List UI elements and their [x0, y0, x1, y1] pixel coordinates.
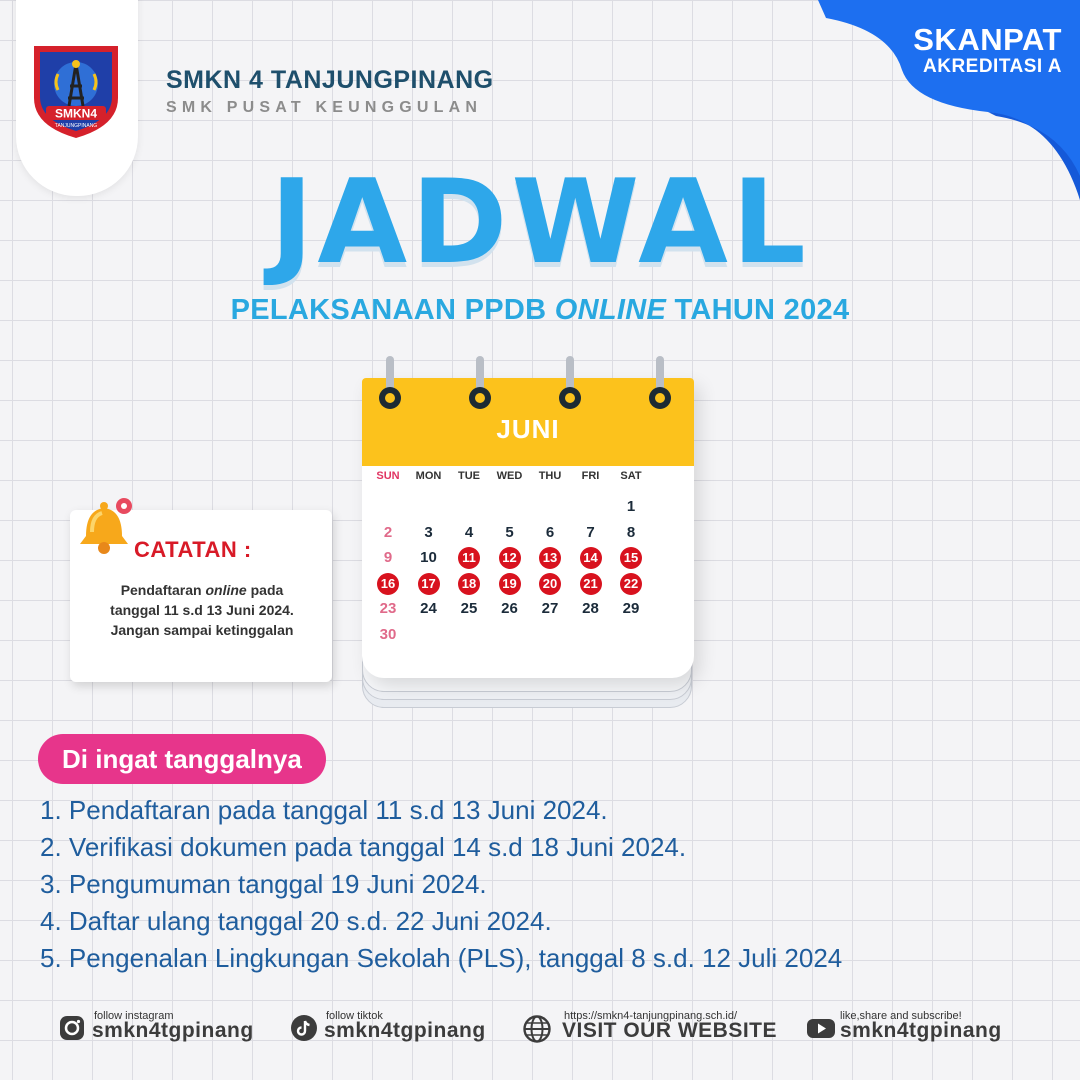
calendar-day-highlighted: 22 [611, 573, 651, 595]
school-logo [28, 40, 124, 144]
footer-instagram[interactable] [58, 1010, 288, 1050]
list-item: 3. Pengumuman tanggal 19 Juni 2024. [40, 869, 487, 899]
binder-ring [378, 356, 402, 412]
calendar-day: 1 [626, 498, 636, 515]
calendar-header [362, 378, 694, 466]
calendar-day: 26 [501, 600, 518, 618]
note-text: pada [246, 582, 284, 598]
footer-website[interactable] [522, 1010, 800, 1050]
website-url[interactable]: https://smkn4-tanjungpinang.sch.id/ [564, 1010, 738, 1022]
calendar-page [362, 378, 694, 678]
weekday-label: FRI [581, 470, 600, 482]
website-label[interactable]: VISIT OUR WEBSITE [562, 1019, 778, 1042]
binder-ring [558, 356, 582, 412]
note-text: Pendaftaran [120, 582, 206, 598]
calendar-day: 23 [379, 600, 397, 618]
youtube-handle[interactable]: smkn4tgpinang [840, 1019, 1002, 1042]
calendar-day: 9 [383, 549, 393, 567]
badge-title: SKANPAT [913, 22, 1062, 57]
weekday-label: TUE [458, 470, 480, 482]
globe-icon [522, 1014, 552, 1048]
binder-ring [648, 356, 672, 412]
weekday-label: WED [496, 470, 523, 482]
youtube-label: like,share and subscribe! [840, 1010, 962, 1022]
weekday-label: SAT [620, 470, 642, 482]
tiktok-icon [290, 1014, 318, 1046]
note-line-3: Jangan sampai ketinggalan [110, 622, 294, 638]
list-item: 4. Daftar ulang tanggal 20 s.d. 22 Juni 2024. [40, 906, 552, 936]
calendar-day: 7 [586, 523, 595, 541]
weekday-label: MON [415, 470, 442, 482]
reminder-pill: Di ingat tanggalnya [38, 734, 326, 784]
weekday-label: THU [538, 470, 562, 482]
note-body [80, 580, 324, 640]
calendar-day: 6 [545, 523, 555, 541]
subtitle-part-2: TAHUN 2024 [666, 294, 850, 326]
tiktok-handle[interactable]: smkn4tgpinang [324, 1019, 486, 1042]
weekday-label: SUN [376, 470, 400, 482]
calendar-day-highlighted: 14 [571, 547, 611, 569]
bell-icon [74, 496, 134, 564]
calendar-day-highlighted: 17 [409, 573, 449, 595]
list-item: 1. Pendaftaran pada tanggal 11 s.d 13 Juni 2024. [40, 795, 608, 825]
note-online: online [205, 582, 247, 598]
page-title: JADWAL [270, 155, 810, 290]
subtitle-online: ONLINE [554, 294, 667, 326]
school-name: SMKN 4 TANJUNGPINANG [166, 66, 494, 94]
calendar-day-highlighted: 19 [490, 573, 530, 595]
binder-ring [468, 356, 492, 412]
note-title: CATATAN : [134, 537, 252, 562]
calendar [362, 356, 702, 716]
calendar-day: 3 [424, 523, 433, 541]
calendar-day: 5 [505, 523, 514, 541]
youtube-icon [806, 1014, 836, 1046]
calendar-day: 25 [460, 600, 478, 618]
footer-youtube[interactable] [806, 1010, 1036, 1050]
page-subtitle [0, 294, 1080, 327]
calendar-day-highlighted: 11 [449, 547, 489, 569]
instagram-label: follow instagram [94, 1010, 174, 1022]
calendar-day: 29 [622, 600, 640, 618]
schedule-list [40, 792, 842, 977]
calendar-day: 8 [626, 523, 636, 541]
calendar-day: 30 [379, 626, 397, 643]
instagram-handle[interactable]: smkn4tgpinang [92, 1019, 254, 1042]
list-item: 5. Pengenalan Lingkungan Sekolah (PLS), tanggal 8 s.d. 12 Juli 2024 [40, 943, 843, 973]
calendar-month: JUNI [496, 414, 560, 444]
calendar-day: 2 [383, 523, 393, 541]
calendar-day-highlighted: 13 [530, 547, 570, 569]
tiktok-label: follow tiktok [326, 1010, 383, 1022]
school-subtitle: SMK PUSAT KEUNGGULAN [166, 99, 483, 116]
calendar-day-highlighted: 20 [530, 573, 570, 595]
calendar-day-highlighted: 15 [611, 547, 651, 569]
logo-caption: TANJUNGPINANG [54, 123, 98, 129]
calendar-day: 24 [420, 600, 437, 618]
calendar-day-highlighted: 18 [449, 573, 489, 595]
note-line-2: tanggal 11 s.d 13 Juni 2024. [110, 602, 294, 618]
subtitle-part-1: PELAKSANAAN PPDB [230, 294, 555, 326]
calendar-day: 28 [582, 600, 599, 618]
badge-subtitle: AKREDITASI A [923, 56, 1062, 77]
calendar-day: 4 [464, 523, 474, 541]
calendar-day-highlighted: 12 [490, 547, 530, 569]
instagram-icon [58, 1014, 86, 1046]
calendar-day-highlighted: 16 [368, 573, 408, 595]
calendar-day: 27 [541, 600, 559, 618]
list-item: 2. Verifikasi dokumen pada tanggal 14 s.d 18 Juni 2024. [40, 832, 687, 862]
footer-tiktok[interactable] [290, 1010, 520, 1050]
logo-text: SMKN4 [54, 106, 98, 121]
calendar-day: 10 [420, 549, 437, 567]
note-line-1 [80, 580, 324, 600]
calendar-day-highlighted: 21 [571, 573, 611, 595]
